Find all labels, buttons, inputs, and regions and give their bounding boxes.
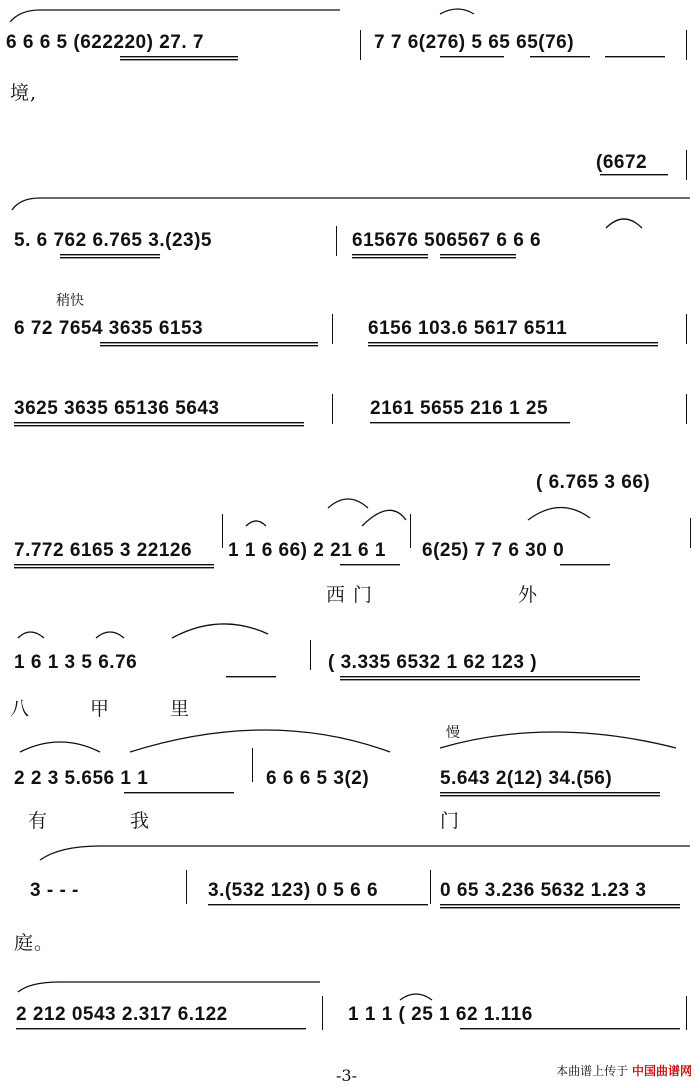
lyric: 西 门 — [326, 584, 374, 606]
lyric: 甲 — [90, 698, 111, 720]
barline — [686, 30, 687, 60]
barline — [686, 150, 687, 180]
barline — [686, 314, 687, 344]
brand-name[interactable]: 中国曲谱网 — [631, 1064, 692, 1078]
notation-segment: 0 65 3.236 5632 1.23 3 — [440, 880, 647, 901]
notation-segment: 3 - - - — [30, 880, 79, 901]
barline — [686, 394, 687, 424]
notation-segment: 3625 3635 65136 5643 — [14, 398, 220, 419]
notation-segment: 2 212 0543 2.317 6.122 — [16, 1004, 228, 1025]
notation-segment: ( 3.335 6532 1 62 123 ) — [328, 652, 538, 673]
lyric: 庭。 — [14, 932, 55, 954]
tempo-marking: 稍快 — [56, 293, 84, 309]
barline — [686, 996, 687, 1030]
barline — [410, 514, 411, 548]
notation-segment: 1 1 6 66) 2 21 6 1 — [228, 540, 386, 561]
notation-segment: 5.643 2(12) 34.(56) — [440, 768, 613, 789]
notation-segment: ( 6.765 3 66) — [536, 472, 651, 493]
barline — [690, 518, 691, 548]
tempo-marking: 慢 — [446, 725, 460, 741]
notation-segment: 2 2 3 5.656 1 1 — [14, 768, 149, 789]
lyric: 里 — [170, 698, 191, 720]
notation-segment: 1 6 1 3 5 6.76 — [14, 652, 138, 673]
notation-segment: 6 6 6 5 (622220) 27. 7 — [6, 32, 204, 53]
barline — [310, 640, 311, 670]
lyric: 门 — [440, 810, 461, 832]
notation-segment: 2161 5655 216 1 25 — [370, 398, 549, 419]
notation-segment: 6156 103.6 5617 6511 — [368, 318, 568, 339]
lyric: 外 — [518, 584, 539, 606]
notation-segment: 5. 6 762 6.765 3.(23)5 — [14, 230, 212, 251]
lyric: 境, — [10, 82, 38, 104]
lyric: 八 — [10, 698, 31, 720]
barline — [186, 870, 187, 904]
notation-segment: 3.(532 123) 0 5 6 6 — [208, 880, 379, 901]
barline — [322, 996, 323, 1030]
page-number: -3- — [336, 1066, 357, 1085]
barline — [360, 30, 361, 60]
barline — [336, 226, 337, 256]
notation-segment: 6(25) 7 7 6 30 0 — [422, 540, 565, 561]
barline — [332, 314, 333, 344]
barline — [332, 394, 333, 424]
upload-credit — [556, 1062, 692, 1079]
barline — [222, 514, 223, 548]
lyric: 我 — [130, 810, 151, 832]
barline — [252, 748, 253, 782]
notation-segment: 7 7 6(276) 5 65 65(76) — [374, 32, 575, 53]
notation-segment: 6 6 6 5 3(2) — [266, 768, 370, 789]
notation-segment: (6672 — [596, 152, 648, 173]
notation-segment: 1 1 1 ( 25 1 62 1.116 — [348, 1004, 533, 1025]
barline — [430, 870, 431, 904]
notation-segment: 615676 506567 6 6 6 — [352, 230, 542, 251]
notation-segment: 6 72 7654 3635 6153 — [14, 318, 204, 339]
credit-text: 本曲谱上传于 — [556, 1064, 629, 1078]
notation-segment: 7.772 6165 3 22126 — [14, 540, 193, 561]
lyric: 有 — [28, 810, 49, 832]
